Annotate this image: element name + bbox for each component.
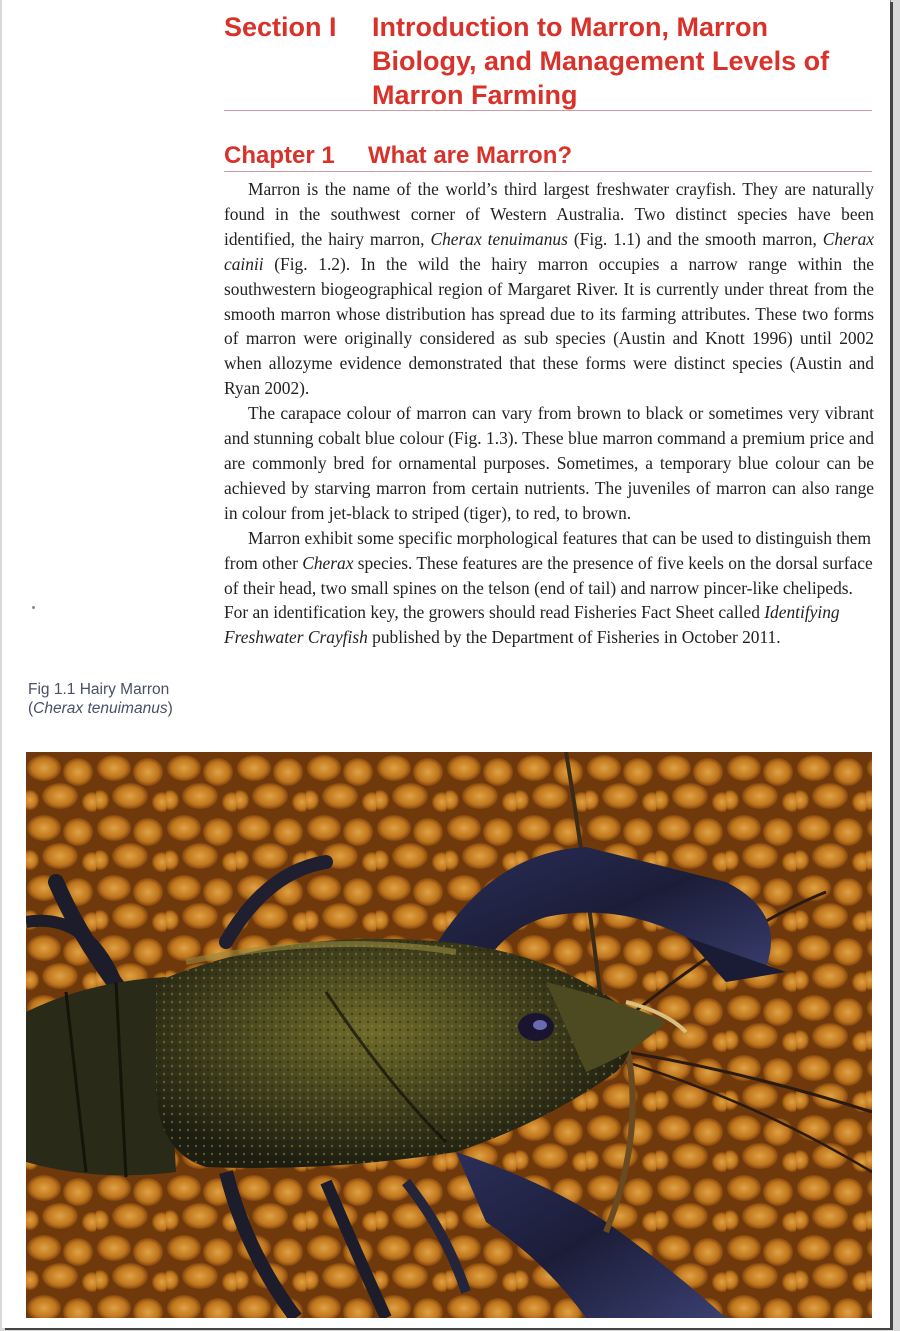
chapter-heading — [224, 140, 872, 172]
paragraph-3: Marron exhibit some specific morphological features that can be used to distinguish them from other Cherax species. These features are the presence of five keels on the dorsal surface of their head, two small spines on the telson (end of tail) and narrow pincer-like chelipeds. For an identification key, the growers should read Fisheries Fact Sheet called Identifying Freshwater Crayfish published by the Department of Fisheries in October 2011. — [224, 527, 873, 648]
section-heading — [224, 10, 872, 112]
chapter-rule — [224, 171, 872, 172]
chapter-title: What are Marron? — [368, 142, 573, 169]
genus-name: Cherax — [302, 552, 354, 573]
paragraph-1: Marron is the name of the world’s third largest freshwater crayfish. They are naturally found in the southwest corner of Western Australia. Two distinct species have been identified, the hairy marron, Cherax tenuimanus (Fig. 1.1) and the smooth marron, Cherax cainii (Fig. 1.2). In the wild the hairy marron occupies a narrow range within the southwestern biogeographical region of Margaret River. It is currently under threat from the smooth marron whose distribution has spread due to its farming attributes. These two forms of marron were originally considered as sub species (Austin and Knott 1996) until 2002 when allozyme evidence demonstrated that these forms were distinct species (Austin and Ryan 2002). — [224, 179, 874, 399]
book-page — [2, 0, 890, 1328]
body-text — [224, 177, 874, 650]
publication-title: Identifying Freshwater Crayfish — [224, 602, 840, 648]
chapter-number: Chapter 1 — [224, 142, 335, 169]
hairy-marron-illustration — [26, 752, 872, 1318]
species-name: Cherax tenuimanus — [430, 228, 568, 249]
species-name: Cherax cainii — [224, 228, 874, 274]
figure-caption: Fig 1.1 Hairy Marron (Cherax tenuimanus) — [28, 681, 173, 717]
speck — [32, 606, 35, 609]
marron-photo — [26, 752, 872, 1318]
section-title: Introduction to Marron, Marron Biology, and Management Levels of Marron Farming — [372, 12, 830, 110]
section-number: Section I — [224, 12, 337, 42]
paragraph-2: The carapace colour of marron can vary from brown to black or sometimes very vibrant and stunning cobalt blue colour (Fig. 1.3). These blue marron command a premium price and are commonly bred for ornamental purposes. Sometimes, a temporary blue colour can be achieved by starving marron from certain nutrients. The juveniles of marron can also range in colour from jet-black to striped (tiger), to red, to brown. — [224, 403, 874, 523]
section-rule — [224, 110, 872, 111]
